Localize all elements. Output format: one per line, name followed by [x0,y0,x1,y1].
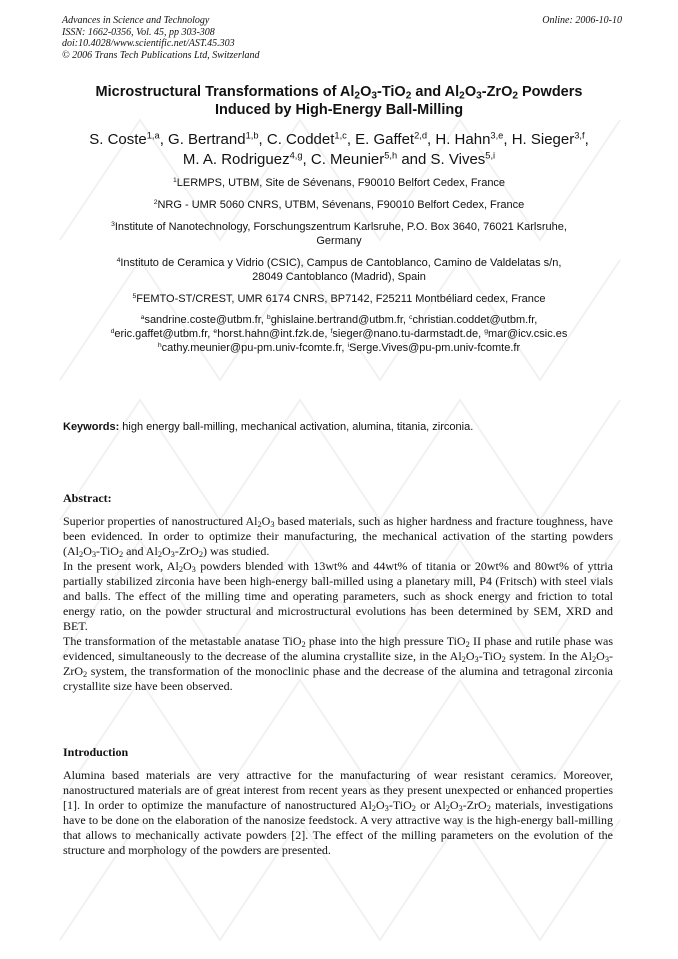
affiliation-5: $^5$FEMTO-ST/CREST, UMR 6174 CNRS, BP7142, F25211 Montbéliard cedex, France [132,292,546,305]
email-link: Serge.Vives@pu-pm.univ-fcomte.fr [348,342,521,354]
email-link: christian.coddet@utbm.fr, [412,314,538,326]
abstract-paragraph-3: The transformation of the metastable anatase TiO$_2$ phase into the high pressure TiO$_2$ II phase and rutile phase was evidenced, simultaneously to the decrease of the alumina crystallite size, in the $Al_2O_3-TiO_2$ system. In the $Al_2O_3-ZrO_2$ system, the transformation of the monoclinic phase and the decrease of the alumina and tetragonal zirconia crystallite size have been observed. [63,634,613,693]
introduction-heading: Introduction [63,745,129,759]
journal-issn: ISSN: 1662-0356, Vol. 45, pp 303-308 [62,26,215,38]
email-link: ghislaine.bertrand@utbm.fr, [270,314,410,326]
email-link: cathy.meunier@pu-pm.univ-fcomte.fr, [161,342,348,354]
email-link: horst.hahn@int.fzk.de, [217,328,331,340]
author-name: H. Hahn [435,131,491,148]
keywords [63,420,623,434]
author-list [40,130,638,170]
introduction-paragraph: Alumina based materials are very attractive for the manufacturing of wear resistant ceramics. Moreover, nanostructured materials are of great interest from recent years as they present unexpected or enhanced properties [1]. In order to optimize the manufacture of nanostructured $Al_2O_3-TiO_2$ or $Al_2O_3-ZrO_2$ materials, investigations have to be done on the elaboration of the nanosize feedstock. A very attractive way is the high-energy ball-milling that allows to mechanically activate powders [2]. The effect of the milling parameters on the evolution of the structure and morphology of the powders are presented. [63,768,613,857]
email-link: eric.gaffet@utbm.fr, [114,328,214,340]
abstract-paragraph-1: Superior properties of nanostructured $Al_2O_3$ based materials, such as higher hardness and fracture toughness, have been evidenced. In order to optimize their manufacturing, the mechanical activation of the starting powders ($Al_2O_3-TiO_2$ and $Al_2O_3-ZrO_2$) was studied. [63,514,614,560]
affiliation-1: $^1$LERMPS, UTBM, Site de Sévenans, F90010 Belfort Cedex, France [172,176,506,189]
title-line-1: Microstructural Transformations of $Al_2O_3-TiO_2$ and $Al_2O_3-ZrO_2$ Powders [95,84,583,102]
affiliation-3: $^3$Institute of Nanotechnology, Forschungszentrum Karlsruhe, P.O. Box 3640, 76021 Karlsruhe, Germany [111,220,567,247]
email-link: sandrine.coste@utbm.fr, [144,314,267,326]
author-name: H. Sieger [511,131,575,148]
abstract-paragraph-2: In the present work, $Al_2O_3$ powders blended with 13wt% and 44wt% of titania or 20wt% and 80wt% of yttria partially stabilized zirconia have been high-energy ball-milled using a planetary mill, P4 (Fritsch) with steel vials and balls. The effect of the milling time and operating parameters, such as shock energy and friction to total energy ratio, on the powder structural and microstructural evolutions has been determined by SEM, XRD and BET. [63,559,614,633]
journal-copyright: © 2006 Trans Tech Publications Ltd, Switzerland [62,49,260,61]
keywords-text: high energy ball-milling, mechanical activation, alumina, titania, zirconia. [119,421,474,433]
author-name: C. Meunier [310,151,385,168]
author-name: S. Coste [89,131,147,148]
title-line-2: Induced by High-Energy Ball-Milling [214,102,464,118]
email-list [56,313,622,355]
author-name: M. A. Rodriguez [182,151,290,168]
online-date: Online: 2006-10-10 [542,15,622,26]
introduction-body [63,768,613,858]
email-link: sieger@nano.tu-darmstadt.de, [332,328,485,340]
email-line-2: $^d$eric.gaffet@utbm.fr, $^e$horst.hahn@int.fzk.de, $^f$sieger@nano.tu-darmstadt.de, $^g$mar@icv.csic.es [110,327,568,340]
email-line-1: $^a$sandrine.coste@utbm.fr, $^b$ghislaine.bertrand@utbm.fr, $^c$christian.coddet@utbm.fr, [140,313,538,326]
author-name: G. Bertrand [168,131,246,148]
affiliation-4: $^4$Instituto de Ceramica y Vidrio (CSIC), Campus de Cantoblanco, Camino de Valdelatas s/n, 28049 Cantoblanco (Madrid), Spain [116,256,562,283]
author-line-1: S. Coste$^{1,a}$, G. Bertrand$^{1,b}$, C. Coddet$^{1,c}$, E. Gaffet$^{2,d}$, H. Hahn$^{3,e}$, H. Sieger$^{3,f}$, [89,130,589,148]
abstract-body [63,514,613,694]
journal-name: Advances in Science and Technology [62,15,210,26]
journal-doi: doi:10.4028/www.scientific.net/AST.45.303 [62,38,235,49]
author-line-2: M. A. Rodriguez$^{4,g}$, C. Meunier$^{5,h}$ and S. Vives$^{5,i}$ [182,150,496,168]
author-name: C. Coddet [266,131,335,148]
author-name: E. Gaffet [355,131,415,148]
author-name: S. Vives [430,151,486,168]
keywords-label: Keywords: [63,421,120,433]
affiliation-2: $^2$NRG - UMR 5060 CNRS, UTBM, Sévenans, F90010 Belfort Cedex, France [153,198,525,211]
email-link: mar@icv.csic.es [488,328,568,340]
email-line-3: $^h$cathy.meunier@pu-pm.univ-fcomte.fr, $^i$Serge.Vives@pu-pm.univ-fcomte.fr [157,341,521,354]
journal-header [62,15,622,61]
paper-title [40,83,638,119]
abstract-heading: Abstract: [63,491,112,505]
